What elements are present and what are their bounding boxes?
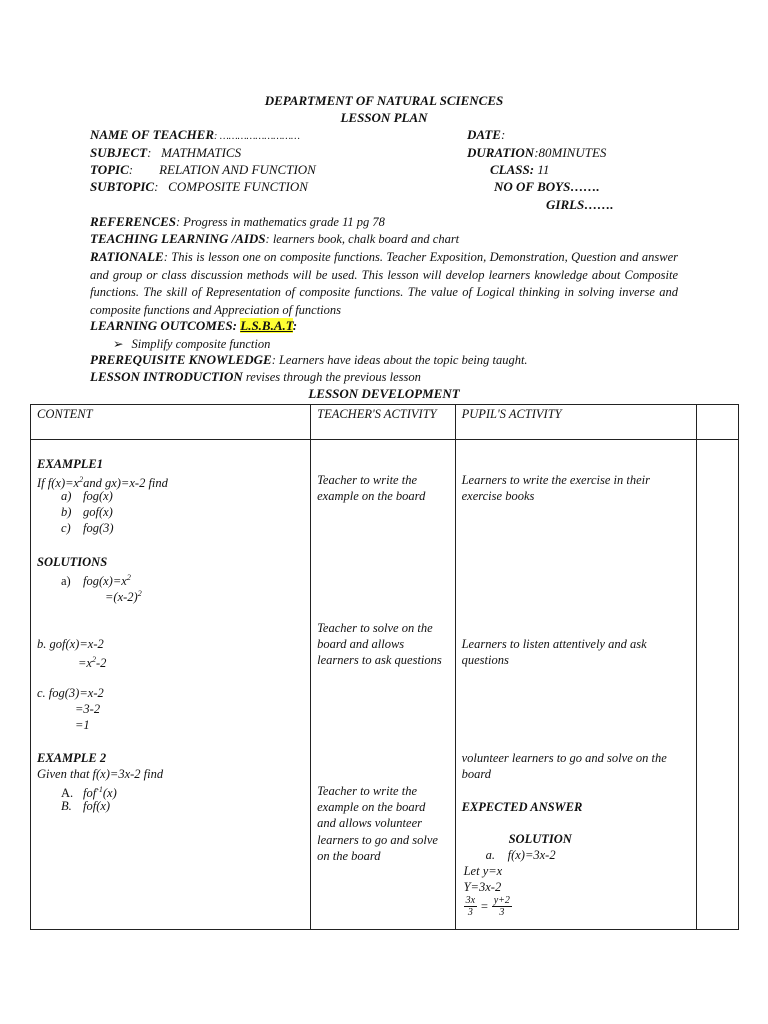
class-value: 11 <box>534 162 550 177</box>
ex1-item-a <box>61 488 113 504</box>
aids-label: TEACHING LEARNING /AIDS <box>90 231 266 246</box>
ex1-item-c-mark: c) <box>61 521 71 535</box>
introduction-label: LESSON INTRODUCTION <box>90 369 243 384</box>
example2-question: Given that f(x)=3x-2 find <box>37 767 164 781</box>
ex1-item-a-text: fog(x) <box>83 489 113 503</box>
topic-line <box>90 162 316 178</box>
boys-label: NO OF BOYS……. <box>494 179 600 194</box>
example1-sup: 2 <box>79 475 84 484</box>
teacher-cell <box>311 440 455 930</box>
date-value: : <box>500 127 506 142</box>
outcomes-colon: : <box>292 318 298 333</box>
teacher-line <box>90 127 300 143</box>
table-header-row <box>31 405 739 440</box>
development-title: LESSON DEVELOPMENT <box>308 386 460 401</box>
frac2-num: y+2 <box>493 895 510 906</box>
class-label: CLASS: <box>490 162 535 177</box>
pupil-let-line: Let y=x <box>463 864 503 878</box>
references-text: : Progress in mathematics grade 11 pg 78 <box>176 215 385 229</box>
subject-value: : MATHMATICS <box>147 145 242 160</box>
sol-b-line2 <box>78 652 106 671</box>
pupil-cell <box>455 440 696 930</box>
pupil-activity-2: Learners to listen attentively and ask questions <box>461 637 647 668</box>
teacher-label: NAME OF TEACHER <box>90 127 215 142</box>
subtopic-value: : COMPOSITE FUNCTION <box>154 179 308 194</box>
topic-value: : RELATION AND FUNCTION <box>128 162 316 177</box>
sol-b2: =x <box>78 656 92 671</box>
example1-q2: and gx)=x-2 find <box>83 476 168 491</box>
duration-line <box>467 145 606 161</box>
ex2-b-mark: B. <box>61 799 72 813</box>
sol-c-line1: c. fog(3)=x-2 <box>37 686 104 700</box>
introduction-line <box>90 369 421 385</box>
example1-title: EXAMPLE1 <box>37 457 103 471</box>
outcomes-label: LEARNING OUTCOMES: <box>90 318 241 333</box>
ex2-a2: (x) <box>102 786 117 801</box>
pupil-activity-3: volunteer learners to go and solve on the board <box>461 751 667 782</box>
date-line <box>467 127 505 143</box>
sol-a2-sup: 2 <box>137 589 142 598</box>
subject-label: SUBJECT <box>90 145 148 160</box>
ex2-b: fof(x) <box>83 799 111 813</box>
prerequisite-text: : Learners have ideas about the topic being taught. <box>271 353 528 367</box>
pupil-activity-1: Learners to write the exercise in their exercise books <box>461 473 650 504</box>
solution-title: SOLUTION <box>508 832 572 846</box>
pupil-fraction-line <box>464 895 512 918</box>
references-label: REFERENCES <box>90 214 176 229</box>
fraction-equals: = <box>480 899 489 914</box>
lesson-development-table <box>30 404 739 930</box>
header-pupil: PUPIL'S ACTIVITY <box>455 405 696 440</box>
sol-c-line2: =3-2 <box>75 702 101 716</box>
ex1-item-c-text: fog(3) <box>83 521 114 535</box>
teacher-activity-1: Teacher to write the example on the board <box>317 473 426 504</box>
expected-answer-title: EXPECTED ANSWER <box>461 800 583 814</box>
aids-line <box>90 231 459 247</box>
example2-title: EXAMPLE 2 <box>37 751 107 765</box>
frac1-num: 3x <box>465 895 476 906</box>
ex1-item-b-mark: b) <box>61 505 72 519</box>
pupil-sol-a-mark: a. <box>485 848 495 862</box>
header-teacher <box>311 405 455 440</box>
department-title: DEPARTMENT OF NATURAL SCIENCES <box>264 93 504 108</box>
rationale-label: RATIONALE <box>90 249 164 264</box>
sol-a2: =(x-2) <box>105 590 138 605</box>
subject-line <box>90 145 241 161</box>
outcomes-line <box>90 318 297 334</box>
header-content: CONTENT <box>31 405 311 440</box>
sol-c-line3: =1 <box>75 718 90 732</box>
outcome-text: Simplify composite function <box>131 337 271 351</box>
girls-label: GIRLS……. <box>546 197 614 212</box>
header-teacher-text: TEACHER'S ACTIVITY <box>317 407 437 421</box>
prerequisite-line <box>90 352 528 368</box>
sol-a-line2 <box>105 586 142 605</box>
pupil-sol-a-text: f(x)=3x-2 <box>507 848 556 862</box>
teacher-value: : ……………………… <box>214 131 300 142</box>
extra-cell <box>697 440 739 930</box>
teacher-activity-2: Teacher to solve on the board and allows learners to ask questions <box>317 621 442 668</box>
sol-a1-sup: 2 <box>126 573 131 582</box>
sol-a1: fog(x)=x <box>83 574 127 589</box>
lsbat-highlight: L.S.B.A.T <box>240 318 293 333</box>
fraction-right <box>492 895 512 918</box>
class-line <box>490 162 549 178</box>
solutions-title: SOLUTIONS <box>37 555 108 569</box>
header-extra <box>697 405 739 440</box>
fraction-left <box>464 895 477 918</box>
table-row <box>31 440 739 930</box>
outcome-bullet <box>113 336 270 352</box>
lesson-plan-title: LESSON PLAN <box>340 110 428 125</box>
arrow-bullet-icon: ➢ <box>113 337 124 351</box>
date-label: DATE <box>467 127 501 142</box>
ex1-item-c <box>61 520 114 536</box>
pupil-y-line: Y=3x-2 <box>463 880 502 894</box>
aids-text: : learners book, chalk board and chart <box>265 232 460 246</box>
example1-q1: If f(x)=x <box>37 476 80 491</box>
teacher-activity-3: Teacher to write the example on the board and allows volunteer learners to go and solve on the board <box>317 784 438 863</box>
ex1-item-a-mark: a) <box>61 489 72 503</box>
duration-label: DURATION <box>467 145 535 160</box>
sol-b-line1: b. gof(x)=x-2 <box>37 637 104 651</box>
ex2-a-sup: -1 <box>96 785 103 794</box>
ex1-item-b <box>61 504 113 520</box>
rationale-paragraph <box>90 248 678 319</box>
prerequisite-label: PREREQUISITE KNOWLEDGE <box>90 352 272 367</box>
content-cell <box>31 440 311 930</box>
rationale-text: : This is lesson one on composite functions. Teacher Exposition, Demonstration, Question and answer and group or class discussion methods will be used. This lesson will develop learners knowledge about Composite functions. The skill of Representation of composite functions. The value of Logical thinking in solving inverse and composite functions and Appreciation of functions <box>90 250 678 317</box>
ex1-item-b-text: gof(x) <box>83 505 113 519</box>
sol-b2-sup: 2 <box>91 655 96 664</box>
ex2-a1: fof <box>83 786 97 801</box>
topic-label: TOPIC <box>90 162 129 177</box>
sol-b2b: -2 <box>95 656 107 671</box>
ex2-a-mark: A. <box>61 786 74 801</box>
frac2-den: 3 <box>499 907 505 918</box>
frac1-den: 3 <box>467 907 473 918</box>
pupil-sol-a <box>486 847 556 863</box>
ex2-item-b <box>61 798 110 814</box>
introduction-text: revises through the previous lesson <box>242 370 421 384</box>
subtopic-label: SUBTOPIC <box>90 179 155 194</box>
duration-value: :80MINUTES <box>534 145 607 160</box>
sol-a-mark: a) <box>61 574 71 589</box>
references-line <box>90 214 385 230</box>
subtopic-line <box>90 179 308 195</box>
